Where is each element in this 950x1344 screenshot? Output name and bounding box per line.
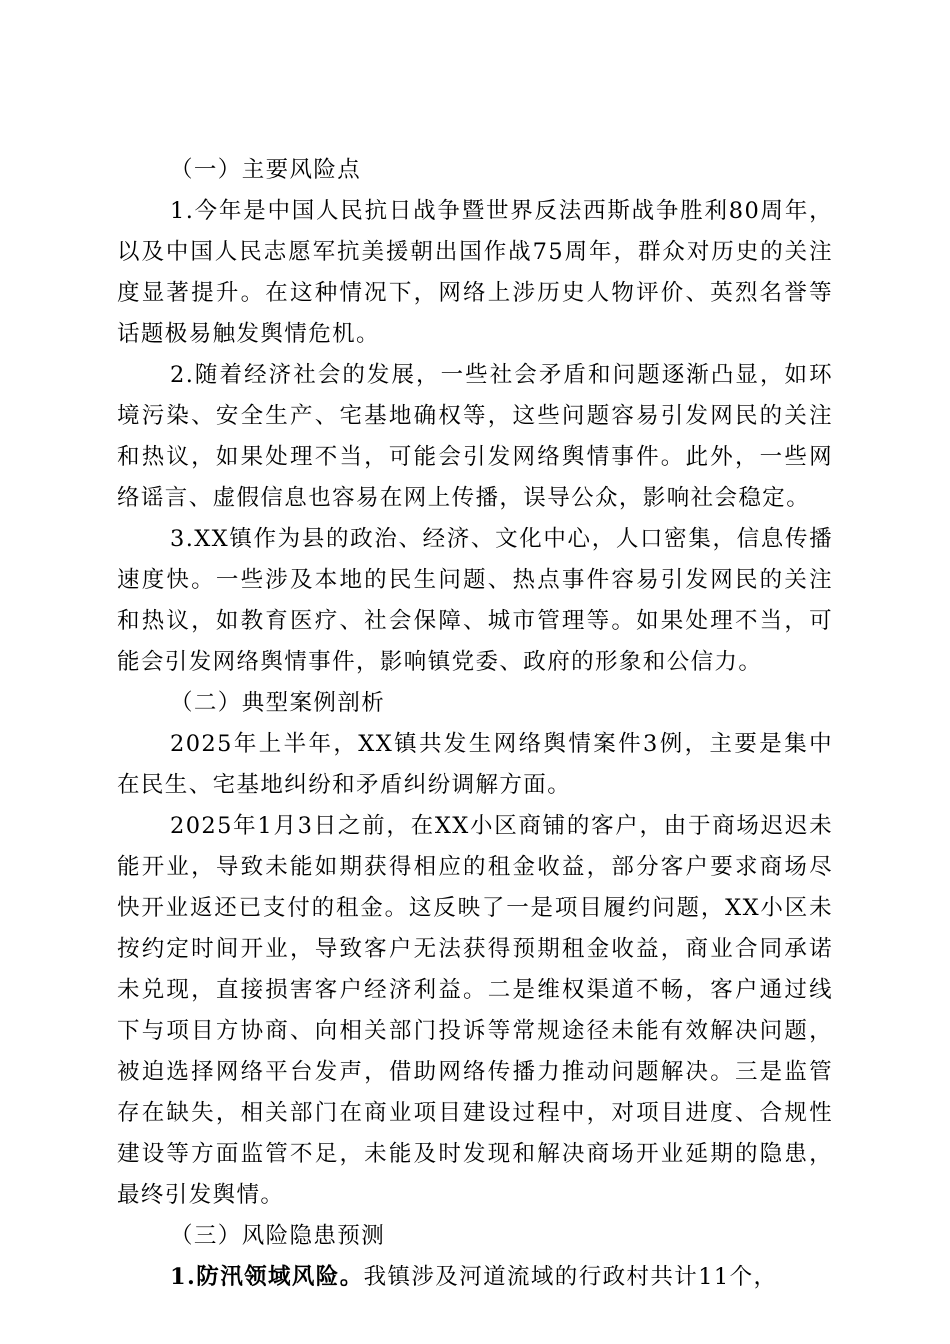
paragraph-case-detail: 2025年1月3日之前，在XX小区商铺的客户，由于商场迟迟未能开业，导致未能如期获得相应的租金收益，部分客户要求商场尽快开业返还已支付的租金。这反映了一是项目履约问题，XX小区未按约定时间开业，导致客户无法获得预期租金收益，商业合同承诺未兑现，直接损害客户经济利益。二是维权渠道不畅，客户通过线下与项目方协商、向相关部门投诉等常规途径未能有效解决问题，被迫选择网络平台发声，借助网络传播力推动问题解决。三是监管存在缺失，相关部门在商业项目建设过程中，对项目进度、合规性建设等方面监管不足，未能及时发现和解决商场开业延期的隐患，最终引发舆情。 [117, 813, 833, 1208]
section-heading-case-analysis: （二）典型案例剖析 [170, 690, 386, 716]
paragraph-risk-2: 2.随着经济社会的发展，一些社会矛盾和问题逐渐凸显，如环境污染、安全生产、宅基地确权等，这些问题容易引发网民的关注和热议，如果处理不当，可能会引发网络舆情事件。此外，一些网络谣言、虚假信息也容易在网上传播，误导公众，影响社会稳定。 [117, 362, 833, 511]
paragraph-case-summary: 2025年上半年，XX镇共发生网络舆情案件3例，主要是集中在民生、宅基地纠纷和矛盾纠纷调解方面。 [117, 731, 833, 798]
section-heading-risk-forecast: （三）风险隐患预测 [170, 1223, 386, 1249]
paragraph-risk-3: 3.XX镇作为县的政治、经济、文化中心，人口密集，信息传播速度快。一些涉及本地的民生问题、热点事件容易引发网民的关注和热议，如教育医疗、社会保障、城市管理等。如果处理不当，可能会引发网络舆情事件，影响镇党委、政府的形象和公信力。 [117, 526, 833, 675]
paragraph-risk-1: 1.今年是中国人民抗日战争暨世界反法西斯战争胜利80周年，以及中国人民志愿军抗美援朝出国作战75周年，群众对历史的关注度显著提升。在这种情况下，网络上涉历史人物评价、英烈名誉等话题极易触发舆情危机。 [117, 198, 833, 347]
flood-risk-text: 我镇涉及河道流域的行政村共计11个， [363, 1264, 778, 1290]
paragraph-flood-risk [117, 1257, 833, 1298]
section-heading-main-risks: （一）主要风险点 [170, 157, 362, 183]
flood-risk-lead: 1.防汛领域风险。 [170, 1264, 364, 1290]
